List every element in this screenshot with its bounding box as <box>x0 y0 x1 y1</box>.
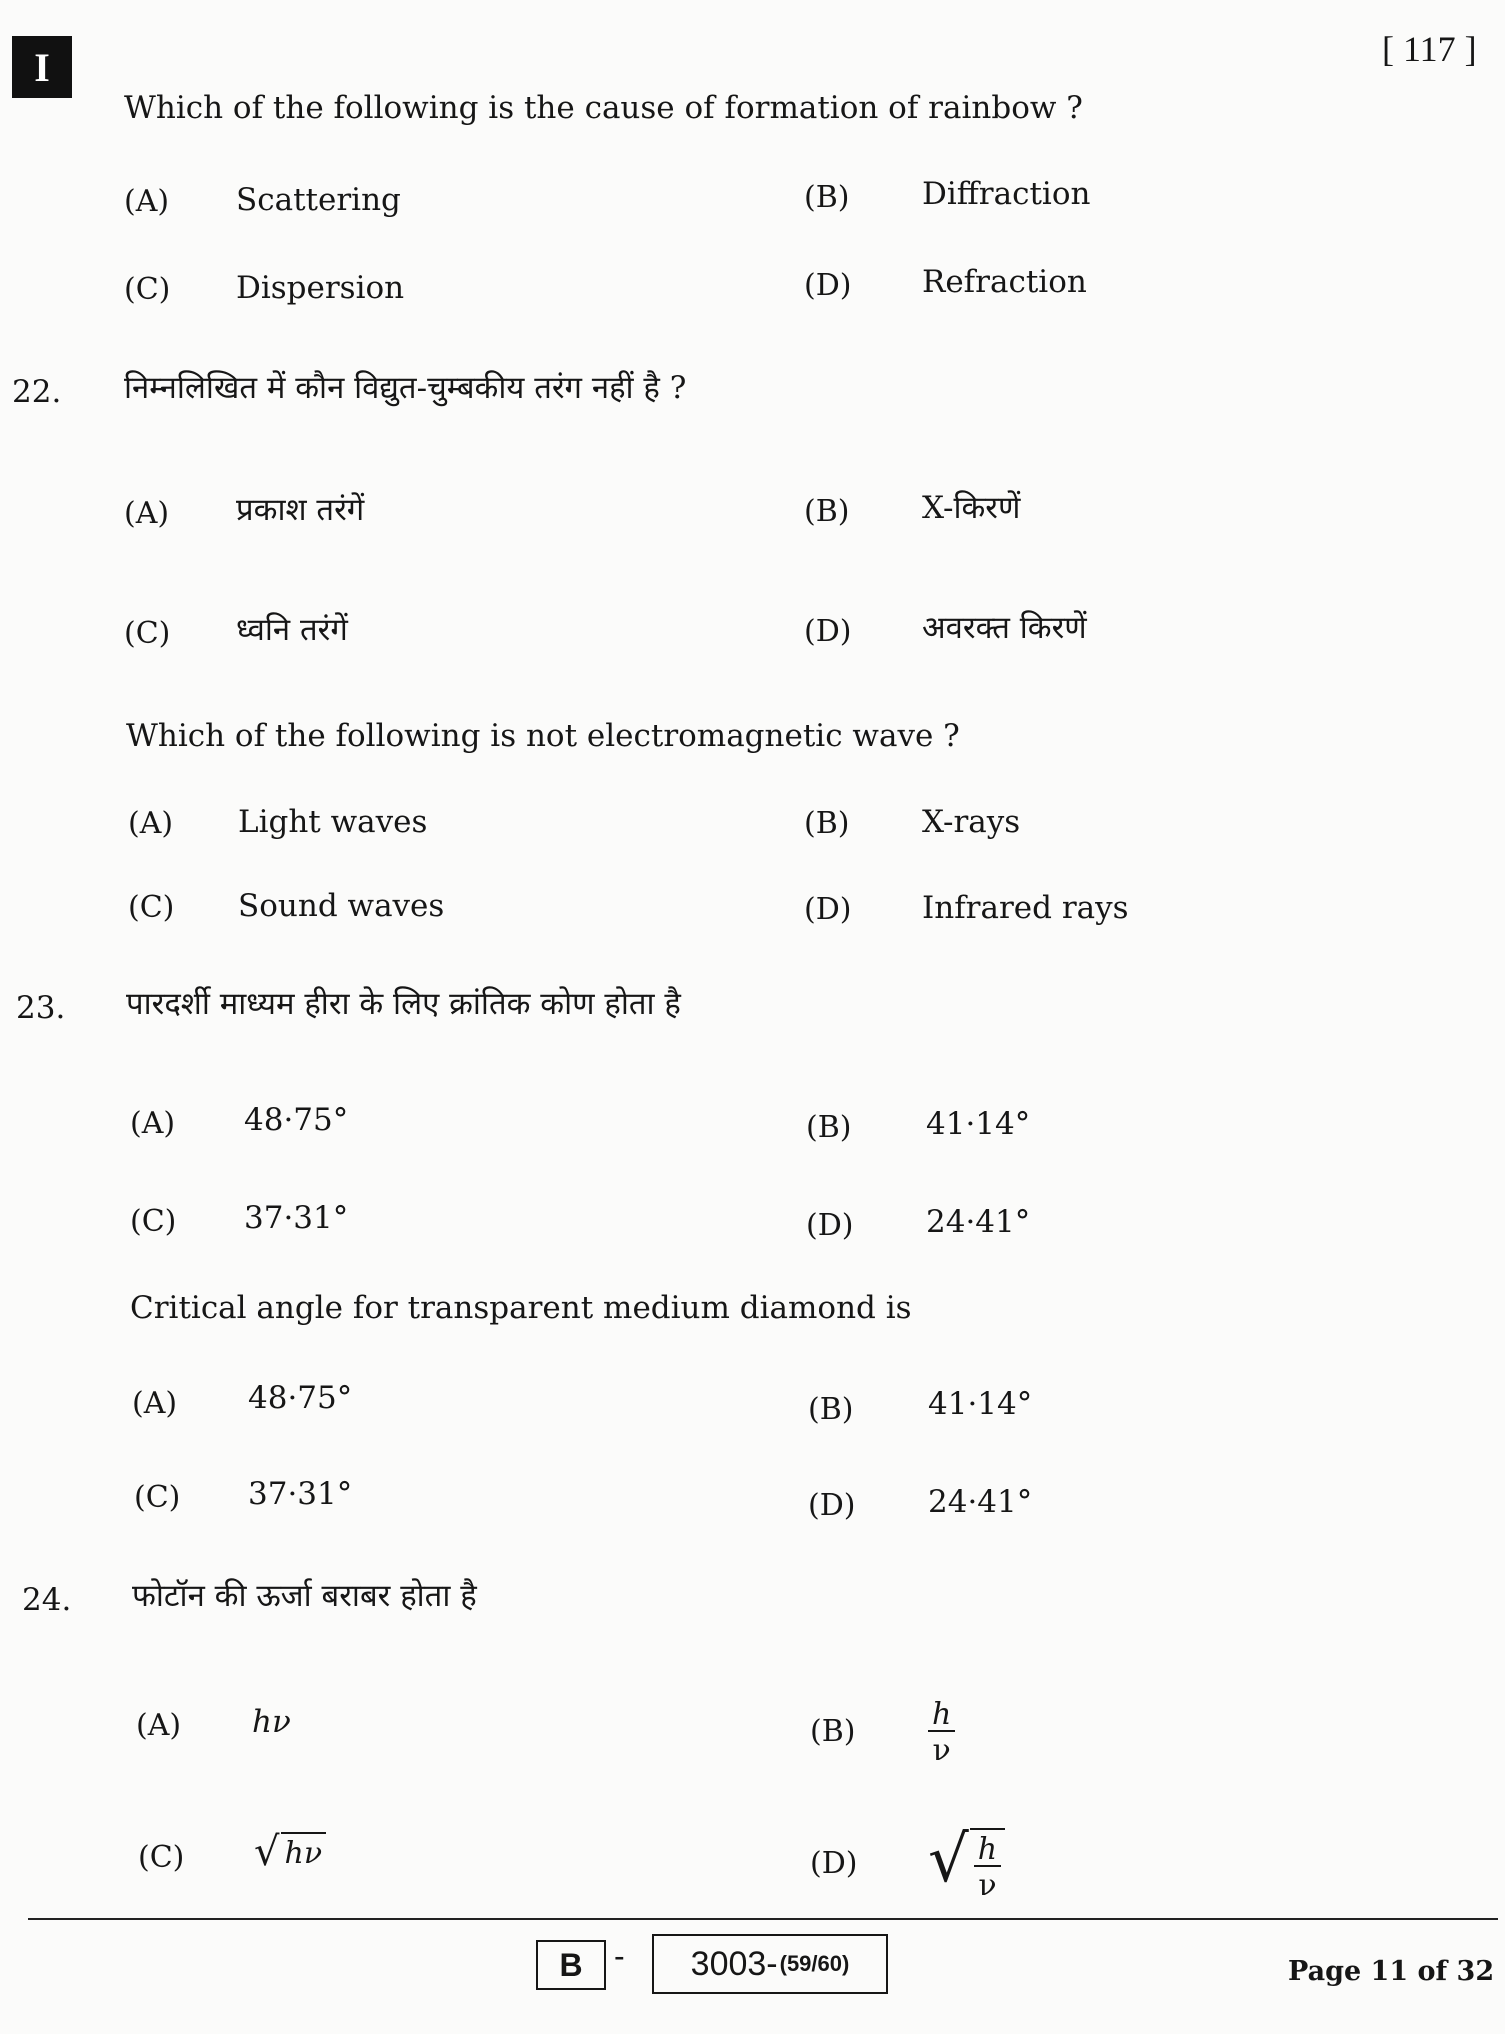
footer-series-box: B <box>536 1940 606 1990</box>
q23-hindi-option-c: 37·31° <box>244 1200 349 1236</box>
q23-hindi-option-c-label: (C) <box>130 1204 177 1239</box>
q23-english-option-a-label: (A) <box>132 1386 178 1421</box>
q24-option-c-root <box>254 1829 326 1875</box>
q23-hindi-option-d: 24·41° <box>926 1204 1031 1240</box>
q24-option-c-radicand: hν <box>281 1832 327 1872</box>
q22-english-option-a-label: (A) <box>128 806 174 841</box>
q24-option-a: hν <box>252 1704 291 1740</box>
q22-hindi-option-d: अवरक्त किरणें <box>922 610 1087 646</box>
q24-option-d-denominator: ν <box>978 1868 997 1903</box>
q23-number: 23. <box>16 990 66 1026</box>
q24-option-b-denominator: ν <box>932 1733 951 1768</box>
q22-english-option-b: X-rays <box>922 804 1021 840</box>
q24-option-d-radicand <box>970 1828 1005 1901</box>
q23-english-option-b-label: (B) <box>808 1392 854 1427</box>
q23-hindi-option-b: 41·14° <box>926 1106 1031 1142</box>
q24-option-d-fraction <box>974 1832 1001 1903</box>
page-number: [ 117 ] <box>1382 29 1477 69</box>
section-marker: I <box>12 36 72 98</box>
q24-option-d-label: (D) <box>810 1846 858 1881</box>
q23-hindi-option-a: 48·75° <box>244 1102 349 1138</box>
q24-option-d-numerator: h <box>974 1835 1001 1867</box>
q23-english-question: Critical angle for transparent medium diamond is <box>130 1290 912 1326</box>
q23-english-option-d-label: (D) <box>808 1488 856 1523</box>
q22-hindi-option-a-label: (A) <box>124 496 170 531</box>
q21-option-d-label: (D) <box>804 268 852 303</box>
q22-english-option-d-label: (D) <box>804 892 852 927</box>
q24-option-c-label: (C) <box>138 1840 185 1875</box>
q22-hindi-option-c-label: (C) <box>124 616 171 651</box>
q24-number: 24. <box>22 1582 72 1618</box>
q24-option-a-label: (A) <box>136 1708 182 1743</box>
footer-rule <box>28 1918 1498 1920</box>
q24-option-b-label: (B) <box>810 1714 856 1749</box>
footer-code: 3003- <box>690 1944 778 1983</box>
q22-hindi-option-b-label: (B) <box>804 494 850 529</box>
q22-hindi-question: निम्नलिखित में कौन विद्युत-चुम्बकीय तरंग नहीं है ? <box>124 370 687 406</box>
q24-hindi-question: फोटॉन की ऊर्जा बराबर होता है <box>132 1578 477 1614</box>
q22-hindi-option-c: ध्वनि तरंगें <box>236 612 348 648</box>
sqrt-icon: √ <box>254 1829 280 1875</box>
q22-english-option-d: Infrared rays <box>922 890 1129 926</box>
q22-english-option-b-label: (B) <box>804 806 850 841</box>
q23-hindi-question: पारदर्शी माध्यम हीरा के लिए क्रांतिक कोण होता है <box>126 986 681 1022</box>
q21-english-question: Which of the following is the cause of formation of rainbow ? <box>124 90 1083 126</box>
q24-option-d-root <box>928 1823 1005 1903</box>
q22-english-option-c-label: (C) <box>128 890 175 925</box>
q21-option-d: Refraction <box>922 264 1087 300</box>
footer-page-count: Page 11 of 32 <box>1288 1956 1495 1987</box>
q22-hindi-option-a: प्रकाश तरंगें <box>236 492 365 528</box>
q23-hindi-option-a-label: (A) <box>130 1106 176 1141</box>
q21-option-c-label: (C) <box>124 272 171 307</box>
q23-hindi-option-d-label: (D) <box>806 1208 854 1243</box>
q23-hindi-option-b-label: (B) <box>806 1110 852 1145</box>
q21-option-b-label: (B) <box>804 180 850 215</box>
q23-english-option-c: 37·31° <box>248 1476 353 1512</box>
q22-english-question: Which of the following is not electromagnetic wave ? <box>126 718 960 754</box>
q24-option-b-fraction <box>928 1697 955 1768</box>
q22-hindi-option-d-label: (D) <box>804 614 852 649</box>
q22-hindi-option-b: X-किरणें <box>922 490 1021 526</box>
q23-english-option-d: 24·41° <box>928 1484 1033 1520</box>
q23-english-option-b: 41·14° <box>928 1386 1033 1422</box>
q22-english-option-a: Light waves <box>238 804 428 840</box>
q23-english-option-a: 48·75° <box>248 1380 353 1416</box>
q23-english-option-c-label: (C) <box>134 1480 181 1515</box>
q21-option-a-label: (A) <box>124 184 170 219</box>
q21-option-a: Scattering <box>236 182 401 218</box>
footer-dash: - <box>614 1938 625 1974</box>
footer-code-sub: (59/60) <box>779 1951 850 1976</box>
footer-code-box <box>652 1934 888 1994</box>
q21-option-c: Dispersion <box>236 270 405 306</box>
sqrt-icon: √ <box>928 1823 969 1897</box>
q21-option-b: Diffraction <box>922 176 1091 212</box>
q24-option-b-numerator: h <box>928 1700 955 1732</box>
q22-english-option-c: Sound waves <box>238 888 445 924</box>
q22-number: 22. <box>12 374 62 410</box>
